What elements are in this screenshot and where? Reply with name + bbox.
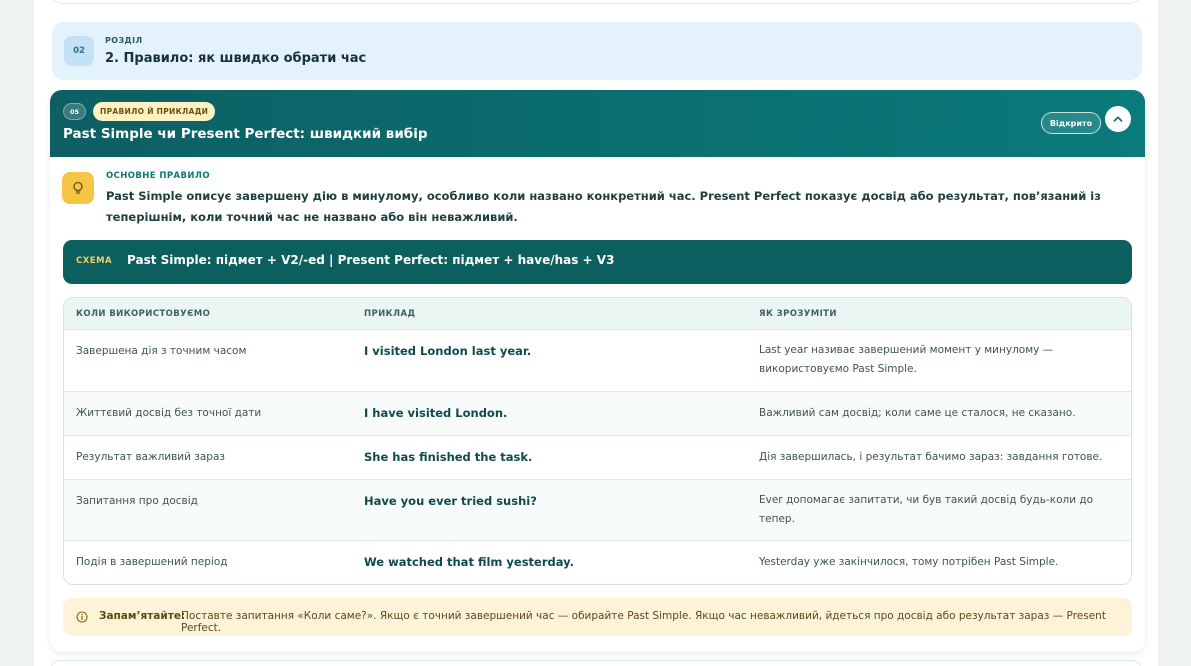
collapse-button[interactable] [1105,106,1131,132]
table-row [64,330,1132,392]
table-header-when: КОЛИ ВИКОРИСТОВУЄМО [76,309,211,319]
card-title: Past Simple чи Present Perfect: швидкий вибір [63,126,428,142]
table-row [64,541,1132,585]
section-header [52,22,1142,80]
table-cell-when: Життєвий досвід без точної дати [76,407,262,419]
card-number-badge: 05 [63,103,86,120]
table-cell-example: She has finished the task. [364,450,533,464]
rule-kicker: ОСНОВНЕ ПРАВИЛО [106,171,210,181]
table-cell-explanation: Ever допомагає запитати, чи був такий досвід будь-коли до тепер. [759,494,1094,525]
chevron-up-icon [1112,113,1124,125]
page [34,0,1158,666]
section-number-badge: 02 [64,36,94,66]
schema-formula: Past Simple: підмет + V2/-ed | Present Perfect: підмет + have/has + V3 [127,253,615,267]
note-text: Поставте запитання «Коли саме?». Якщо є точний завершений час — обирайте Past Simple. Якщо час неважливий, йдеться про досвід або результат зараз — Present Perfect. [181,610,1106,634]
table-cell-explanation: Last year називає завершений момент у минулому — використовуємо Past Simple. [759,344,1054,375]
table-cell-example: Have you ever tried sushi? [364,494,537,508]
rule-card [50,90,1145,652]
rule-card-header[interactable] [50,90,1145,157]
table-cell-when: Подія в завершений період [76,556,228,568]
note-title: Запам’ятайте: [99,610,186,622]
table-row [64,480,1132,541]
table-cell-example: We watched that film yesterday. [364,555,574,569]
schema-label: СХЕМА [76,256,113,266]
table-header [64,298,1132,330]
next-card [50,660,1142,666]
table-cell-explanation: Дія завершилась, і результат бачимо зараз: завдання готове. [759,451,1103,463]
table-row [64,436,1132,480]
schema-bar [63,240,1132,284]
rule-text: Past Simple описує завершену дію в минулому, особливо коли названо конкретний час. Present Perfect показує досвід або результат, пов’язаний із теперішнім, коли точний час не названо або він неважливий. [106,189,1101,224]
table-cell-when: Завершена дія з точним часом [76,345,247,357]
section-title: 2. Правило: як швидко обрати час [105,51,367,66]
info-icon [76,611,88,623]
status-badge: Відкрито [1041,112,1101,134]
section-kicker: РОЗДІЛ [105,36,143,45]
table-header-example: ПРИКЛАД [364,309,416,319]
usage-table [63,297,1132,585]
table-cell-example: I have visited London. [364,406,508,420]
previous-card [50,0,1142,4]
lightbulb-icon [70,180,86,196]
table-row [64,392,1132,436]
card-type-tag: ПРАВИЛО Й ПРИКЛАДИ [93,102,215,121]
rule-icon-box [62,172,94,204]
table-cell-example: I visited London last year. [364,344,532,358]
remember-note [63,598,1132,636]
table-cell-when: Запитання про досвід [76,495,198,507]
table-cell-explanation: Важливий сам досвід; коли саме це сталося, не сказано. [759,407,1076,419]
table-cell-when: Результат важливий зараз [76,451,225,463]
table-header-explanation: ЯК ЗРОЗУМІТИ [759,309,837,319]
table-cell-explanation: Yesterday уже закінчилося, тому потрібен Past Simple. [759,556,1059,568]
